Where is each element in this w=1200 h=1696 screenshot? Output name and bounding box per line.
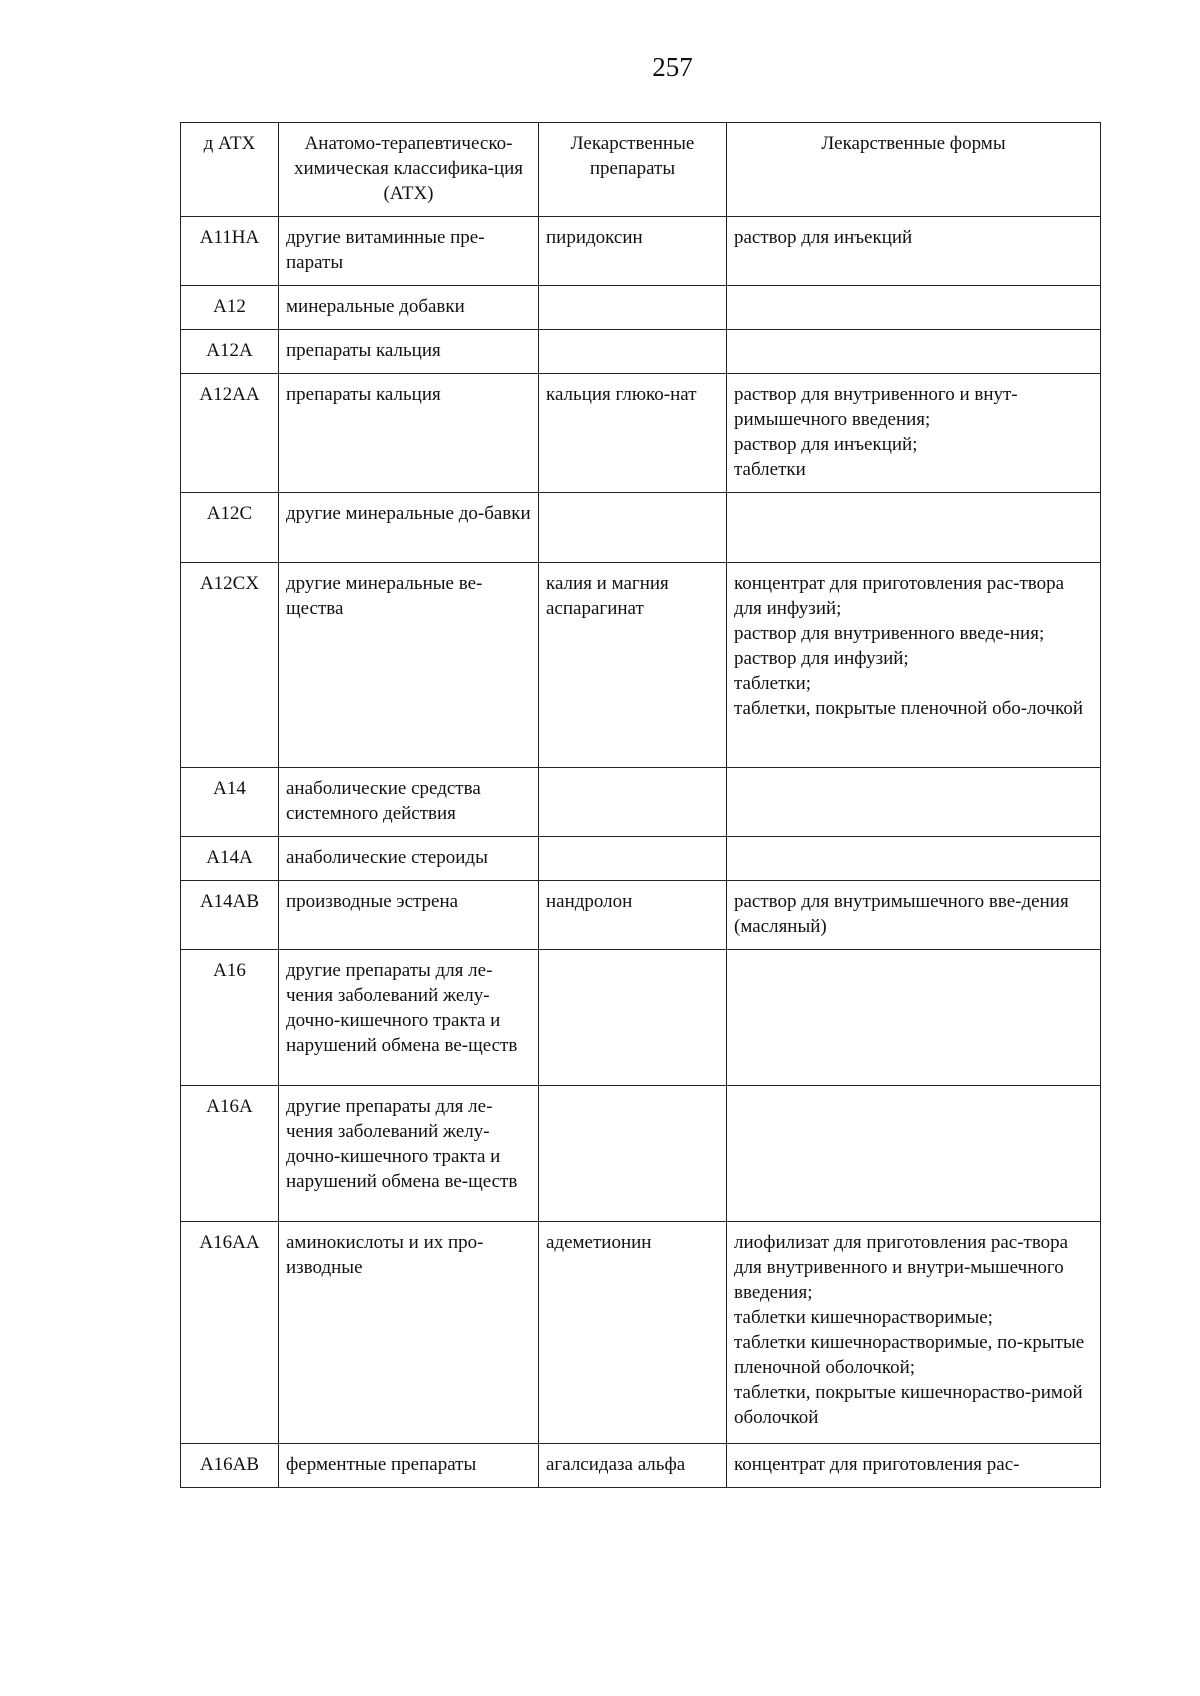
cell-forms	[727, 1222, 1101, 1444]
table-row	[181, 1444, 1101, 1488]
cell-atx-code: A12CX	[181, 563, 279, 768]
dosage-form-item: раствор для инъекций;	[734, 434, 918, 455]
cell-classification: анаболические средства системного действия	[279, 768, 539, 837]
cell-classification: ферментные препараты	[279, 1444, 539, 1488]
cell-forms	[727, 881, 1101, 950]
cell-drug	[539, 950, 727, 1086]
table-header-row	[181, 123, 1101, 217]
cell-classification: препараты кальция	[279, 374, 539, 493]
table-row	[181, 563, 1101, 768]
cell-forms	[727, 950, 1101, 1086]
cell-atx-code: A16A	[181, 1086, 279, 1222]
cell-forms	[727, 1444, 1101, 1488]
cell-drug	[539, 768, 727, 837]
header-forms: Лекарственные формы	[727, 123, 1101, 217]
cell-drug	[539, 286, 727, 330]
cell-forms	[727, 768, 1101, 837]
dosage-form-item: таблетки, покрытые пленочной обо-лочкой	[734, 698, 1084, 719]
cell-drug: калия и магния аспарагинат	[539, 563, 727, 768]
cell-atx-code: A14	[181, 768, 279, 837]
cell-forms	[727, 217, 1101, 286]
cell-forms	[727, 493, 1101, 563]
cell-drug	[539, 837, 727, 881]
cell-drug: адеметионин	[539, 1222, 727, 1444]
dosage-form-item: концентрат для приготовления рас-твора для инфузий;	[734, 573, 1065, 619]
cell-classification: другие препараты для ле-чения заболеваний желу-дочно-кишечного тракта и нарушений обмена ве-ществ	[279, 1086, 539, 1222]
dosage-form-item: концентрат для приготовления рас-	[734, 1454, 1020, 1475]
cell-atx-code: A12	[181, 286, 279, 330]
dosage-form-item: таблетки, покрытые кишечнораство-римой оболочкой	[734, 1382, 1083, 1428]
cell-forms	[727, 1086, 1101, 1222]
table-row	[181, 837, 1101, 881]
cell-drug	[539, 330, 727, 374]
cell-atx-code: A16AB	[181, 1444, 279, 1488]
header-drugs: Лекарственные препараты	[539, 123, 727, 217]
cell-atx-code: A11HA	[181, 217, 279, 286]
cell-forms	[727, 330, 1101, 374]
cell-classification: другие препараты для ле-чения заболеваний желу-дочно-кишечного тракта и нарушений обмена ве-ществ	[279, 950, 539, 1086]
cell-atx-code: A12C	[181, 493, 279, 563]
cell-classification: аминокислоты и их про-изводные	[279, 1222, 539, 1444]
table-row	[181, 950, 1101, 1086]
dosage-form-item: таблетки кишечнорастворимые, по-крытые пленочной оболочкой;	[734, 1332, 1085, 1378]
dosage-form-item: раствор для внутримышечного вве-дения (масляный)	[734, 891, 1069, 937]
cell-classification: производные эстрена	[279, 881, 539, 950]
cell-forms	[727, 837, 1101, 881]
table-row	[181, 493, 1101, 563]
dosage-form-item: раствор для внутривенного введе-ния;	[734, 623, 1045, 644]
table-row	[181, 1086, 1101, 1222]
cell-classification: минеральные добавки	[279, 286, 539, 330]
atx-table	[180, 122, 1101, 1488]
dosage-form-item: раствор для инфузий;	[734, 648, 909, 669]
header-classification: Анатомо-терапевтическо-химическая классифика-ция (АТХ)	[279, 123, 539, 217]
cell-drug: нандролон	[539, 881, 727, 950]
cell-atx-code: A16AA	[181, 1222, 279, 1444]
dosage-form-item: таблетки;	[734, 673, 812, 694]
cell-drug: пиридоксин	[539, 217, 727, 286]
cell-forms	[727, 374, 1101, 493]
cell-classification: другие минеральные до-бавки	[279, 493, 539, 563]
table-row	[181, 330, 1101, 374]
cell-forms	[727, 563, 1101, 768]
cell-classification: анаболические стероиды	[279, 837, 539, 881]
cell-atx-code: A12A	[181, 330, 279, 374]
table-row	[181, 217, 1101, 286]
cell-classification: другие минеральные ве-щества	[279, 563, 539, 768]
table-row	[181, 768, 1101, 837]
dosage-form-item: раствор для внутривенного и внут-римышечного введения;	[734, 384, 1018, 430]
header-code: д АТХ	[181, 123, 279, 217]
table-row	[181, 881, 1101, 950]
table-row	[181, 374, 1101, 493]
cell-atx-code: A14A	[181, 837, 279, 881]
cell-classification: другие витаминные пре-параты	[279, 217, 539, 286]
cell-drug: агалсидаза альфа	[539, 1444, 727, 1488]
cell-drug: кальция глюко-нат	[539, 374, 727, 493]
table-row	[181, 286, 1101, 330]
table-row	[181, 1222, 1101, 1444]
dosage-form-item: таблетки кишечнорастворимые;	[734, 1307, 993, 1328]
cell-drug	[539, 1086, 727, 1222]
dosage-form-item: раствор для инъекций	[734, 227, 913, 248]
cell-atx-code: A14AB	[181, 881, 279, 950]
cell-atx-code: A12AA	[181, 374, 279, 493]
cell-atx-code: A16	[181, 950, 279, 1086]
dosage-form-item: таблетки	[734, 459, 806, 480]
page-number: 257	[652, 52, 693, 82]
table-body	[181, 217, 1101, 1488]
cell-classification: препараты кальция	[279, 330, 539, 374]
dosage-form-item: лиофилизат для приготовления рас-твора для внутривенного и внутри-мышечного введения;	[734, 1232, 1069, 1303]
cell-drug	[539, 493, 727, 563]
cell-forms	[727, 286, 1101, 330]
